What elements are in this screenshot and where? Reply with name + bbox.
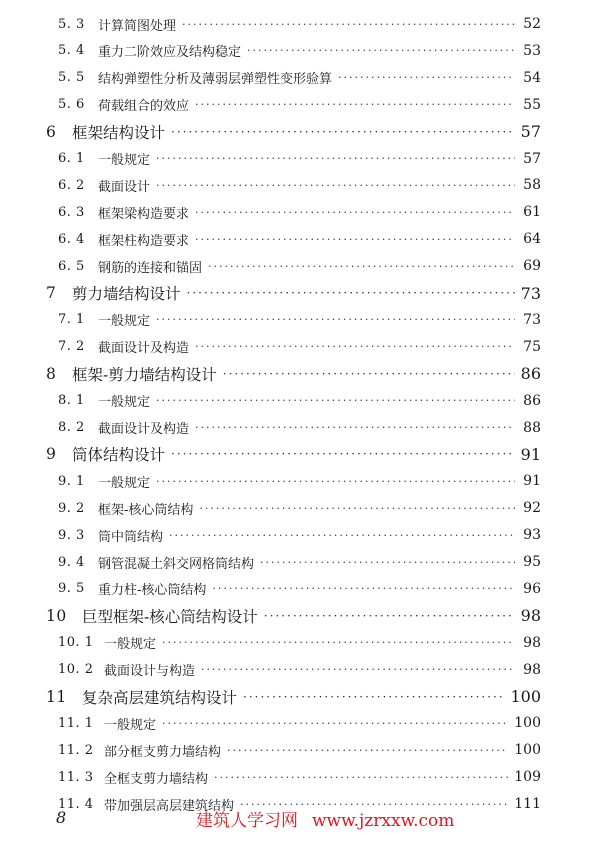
toc-entry-page: 92	[523, 500, 541, 517]
toc-entry-number: 5. 5	[58, 70, 85, 86]
toc-dot-leader	[195, 206, 515, 219]
toc-section-entry[interactable]	[58, 710, 541, 736]
toc-entry-page: 54	[523, 69, 541, 86]
toc-section-entry[interactable]	[58, 657, 541, 683]
toc-section-entry[interactable]	[58, 38, 541, 64]
toc-entry-page: 61	[523, 204, 541, 221]
toc-entry-number: 5. 3	[58, 16, 85, 32]
toc-entry-page: 73	[523, 311, 541, 328]
toc-entry-number: 5. 4	[58, 43, 85, 59]
toc-entry-title: 筒中筒结构	[98, 529, 164, 545]
toc-entry-number: 7	[46, 284, 57, 302]
toc-section-entry[interactable]	[58, 65, 541, 91]
toc-entry-title: 全框支剪力墙结构	[104, 771, 209, 787]
toc-dot-leader	[214, 771, 508, 784]
toc-chapter-entry[interactable]	[46, 361, 541, 387]
toc-entry-title: 钢筋的连接和锚固	[98, 260, 203, 276]
toc-dot-leader	[156, 152, 515, 165]
toc-section-entry[interactable]	[58, 388, 541, 414]
toc-entry-page: 100	[514, 742, 541, 759]
toc-dot-leader	[264, 609, 515, 623]
toc-dot-leader	[338, 71, 515, 84]
toc-entry-title: 框架柱构造要求	[98, 233, 190, 249]
toc-entry-title: 带加强层高层建筑结构	[104, 798, 235, 814]
toc-entry-title: 巨型框架-核心筒结构设计	[82, 607, 258, 626]
toc-entry-title: 截面设计与构造	[104, 664, 196, 680]
toc-chapter-entry[interactable]	[46, 280, 541, 306]
toc-entry-page: 55	[523, 96, 541, 113]
toc-entry-page: 73	[520, 283, 541, 303]
toc-entry-title: 剪力墙结构设计	[72, 285, 181, 303]
watermark	[196, 806, 454, 831]
toc-section-entry[interactable]	[58, 522, 541, 548]
toc-entry-number: 5. 6	[58, 97, 85, 113]
toc-section-entry[interactable]	[58, 764, 541, 790]
toc-entry-title: 截面设计及构造	[98, 341, 190, 357]
toc-entry-title: 一般规定	[98, 395, 151, 411]
toc-section-entry[interactable]	[58, 737, 541, 763]
toc-entry-page: 100	[510, 687, 541, 706]
toc-dot-leader	[169, 529, 515, 542]
toc-entry-number: 9. 2	[58, 500, 85, 516]
toc-entry-title: 框架结构设计	[72, 123, 166, 142]
toc-entry-title: 框架梁构造要求	[98, 206, 190, 222]
toc-dot-leader	[195, 98, 515, 111]
toc-entry-page: 98	[520, 606, 541, 626]
toc-dot-leader	[162, 636, 515, 649]
toc-entry-number: 9. 1	[58, 473, 85, 489]
toc-chapter-entry[interactable]	[46, 119, 541, 145]
toc-dot-leader	[171, 125, 515, 139]
toc-dot-leader	[187, 286, 515, 300]
toc-entry-number: 6	[46, 122, 57, 141]
toc-entry-title: 结构弹塑性分析及薄弱层弹塑性变形验算	[98, 72, 333, 88]
toc-dot-leader	[208, 260, 515, 273]
toc-entry-page: 88	[523, 419, 541, 436]
toc-entry-number: 11. 1	[58, 715, 94, 731]
toc-entry-page: 57	[523, 150, 541, 167]
toc-section-entry[interactable]	[58, 334, 541, 360]
toc-section-entry[interactable]	[58, 92, 541, 118]
toc-entry-number: 10. 1	[58, 635, 94, 651]
toc-entry-title: 一般规定	[104, 637, 157, 653]
toc-entry-number: 6. 1	[58, 151, 85, 166]
toc-entry-title: 部分框支剪力墙结构	[104, 744, 222, 760]
toc-entry-number: 7. 1	[58, 312, 85, 328]
toc-dot-leader	[199, 502, 515, 515]
toc-section-entry[interactable]	[58, 226, 541, 252]
toc-dot-leader	[156, 394, 515, 407]
toc-entry-page: 100	[514, 715, 541, 732]
toc-dot-leader	[243, 690, 504, 704]
toc-section-entry[interactable]	[58, 549, 541, 575]
toc-dot-leader	[156, 313, 515, 326]
toc-entry-page: 91	[520, 444, 541, 464]
toc-dot-leader	[182, 18, 515, 31]
toc-entry-page: 69	[523, 258, 541, 275]
toc-section-entry[interactable]	[58, 172, 541, 198]
toc-entry-number: 9	[46, 445, 57, 464]
toc-entry-title: 框架-核心筒结构	[98, 502, 194, 518]
toc-entry-page: 95	[523, 554, 541, 570]
toc-dot-leader	[223, 367, 515, 381]
toc-entry-number: 7. 2	[58, 339, 85, 355]
toc-entry-number: 9. 3	[58, 527, 85, 543]
toc-entry-page: 86	[520, 364, 541, 384]
toc-entry-number: 10	[46, 606, 67, 625]
toc-entry-title: 计算简图处理	[98, 18, 177, 34]
toc-entry-title: 筒体结构设计	[72, 446, 166, 465]
toc-entry-page: 52	[523, 16, 541, 32]
toc-entry-page: 98	[523, 661, 541, 678]
toc-dot-leader	[156, 179, 515, 192]
watermark-url: www.jzrxxw.com	[312, 811, 455, 831]
watermark-text: 建筑人学习网	[196, 811, 298, 831]
toc-entry-page: 109	[514, 769, 541, 786]
toc-section-entry[interactable]	[58, 630, 541, 656]
toc-entry-page: 96	[523, 580, 541, 597]
toc-entry-title: 一般规定	[98, 153, 151, 168]
toc-entry-number: 6. 2	[58, 177, 85, 193]
toc-section-entry[interactable]	[58, 11, 541, 37]
toc-entry-title: 一般规定	[98, 475, 151, 491]
toc-section-entry[interactable]	[58, 146, 541, 172]
toc-dot-leader	[156, 475, 515, 488]
toc-entry-number: 8	[46, 364, 57, 383]
toc-entry-number: 9. 4	[58, 554, 85, 570]
toc-entry-page: 64	[523, 231, 541, 248]
toc-entry-title: 复杂高层建筑结构设计	[82, 688, 238, 707]
toc-entry-title: 重力柱-核心筒结构	[98, 583, 207, 599]
toc-entry-page: 57	[520, 122, 541, 142]
toc-entry-page: 98	[523, 634, 541, 651]
toc-entry-page: 91	[523, 473, 541, 490]
toc-entry-number: 10. 2	[58, 662, 94, 678]
toc-dot-leader	[195, 233, 515, 246]
page-number: 8	[56, 808, 67, 827]
toc-entry-number: 11. 2	[58, 742, 94, 758]
toc-dot-leader	[195, 340, 515, 353]
toc-entry-number: 6. 3	[58, 204, 85, 220]
toc-entry-page: 75	[523, 338, 541, 355]
toc-chapter-entry[interactable]	[46, 603, 541, 629]
toc-dot-leader	[260, 556, 515, 569]
toc-entry-title: 截面设计	[98, 179, 151, 195]
toc-entry-number: 11. 3	[58, 769, 94, 785]
toc-dot-leader	[227, 744, 508, 757]
toc-entry-title: 框架-剪力墙结构设计	[72, 365, 217, 384]
toc-entry-title: 重力二阶效应及结构稳定	[98, 45, 242, 61]
toc-entry-page: 53	[523, 42, 541, 59]
toc-section-entry[interactable]	[58, 307, 541, 333]
toc-dot-leader	[201, 663, 515, 676]
toc-entry-title: 钢管混凝土斜交网格筒结构	[98, 556, 255, 572]
toc-entry-number: 8. 1	[58, 393, 85, 409]
toc-chapter-entry[interactable]	[46, 441, 541, 467]
toc-entry-number: 6. 4	[58, 231, 85, 247]
toc-section-entry[interactable]	[58, 576, 541, 602]
toc-entry-title: 一般规定	[104, 717, 157, 733]
toc-section-entry[interactable]	[58, 253, 541, 279]
toc-entry-number: 6. 5	[58, 258, 85, 274]
toc-entry-number: 8. 2	[58, 420, 85, 435]
toc-dot-leader	[162, 717, 508, 730]
toc-chapter-entry[interactable]	[46, 684, 541, 710]
toc-entry-page: 111	[514, 796, 541, 813]
toc-dot-leader	[247, 44, 515, 57]
toc-entry-number: 9. 5	[58, 581, 85, 597]
toc-entry-title: 截面设计及构造	[98, 422, 190, 437]
toc-section-entry[interactable]	[58, 468, 541, 494]
toc-entry-number: 11. 4	[58, 796, 94, 812]
toc-dot-leader	[212, 582, 515, 595]
toc-entry-title: 一般规定	[98, 314, 151, 330]
toc-dot-leader	[195, 421, 515, 434]
toc-dot-leader	[171, 447, 515, 461]
toc-entry-title: 荷载组合的效应	[98, 99, 190, 115]
toc-section-entry[interactable]	[58, 495, 541, 521]
toc-entry-number: 11	[46, 687, 67, 706]
toc-entry-page: 58	[523, 177, 541, 194]
toc-section-entry[interactable]	[58, 199, 541, 225]
toc-entry-page: 86	[523, 392, 541, 409]
toc-section-entry[interactable]	[58, 415, 541, 441]
toc-entry-page: 93	[523, 527, 541, 544]
